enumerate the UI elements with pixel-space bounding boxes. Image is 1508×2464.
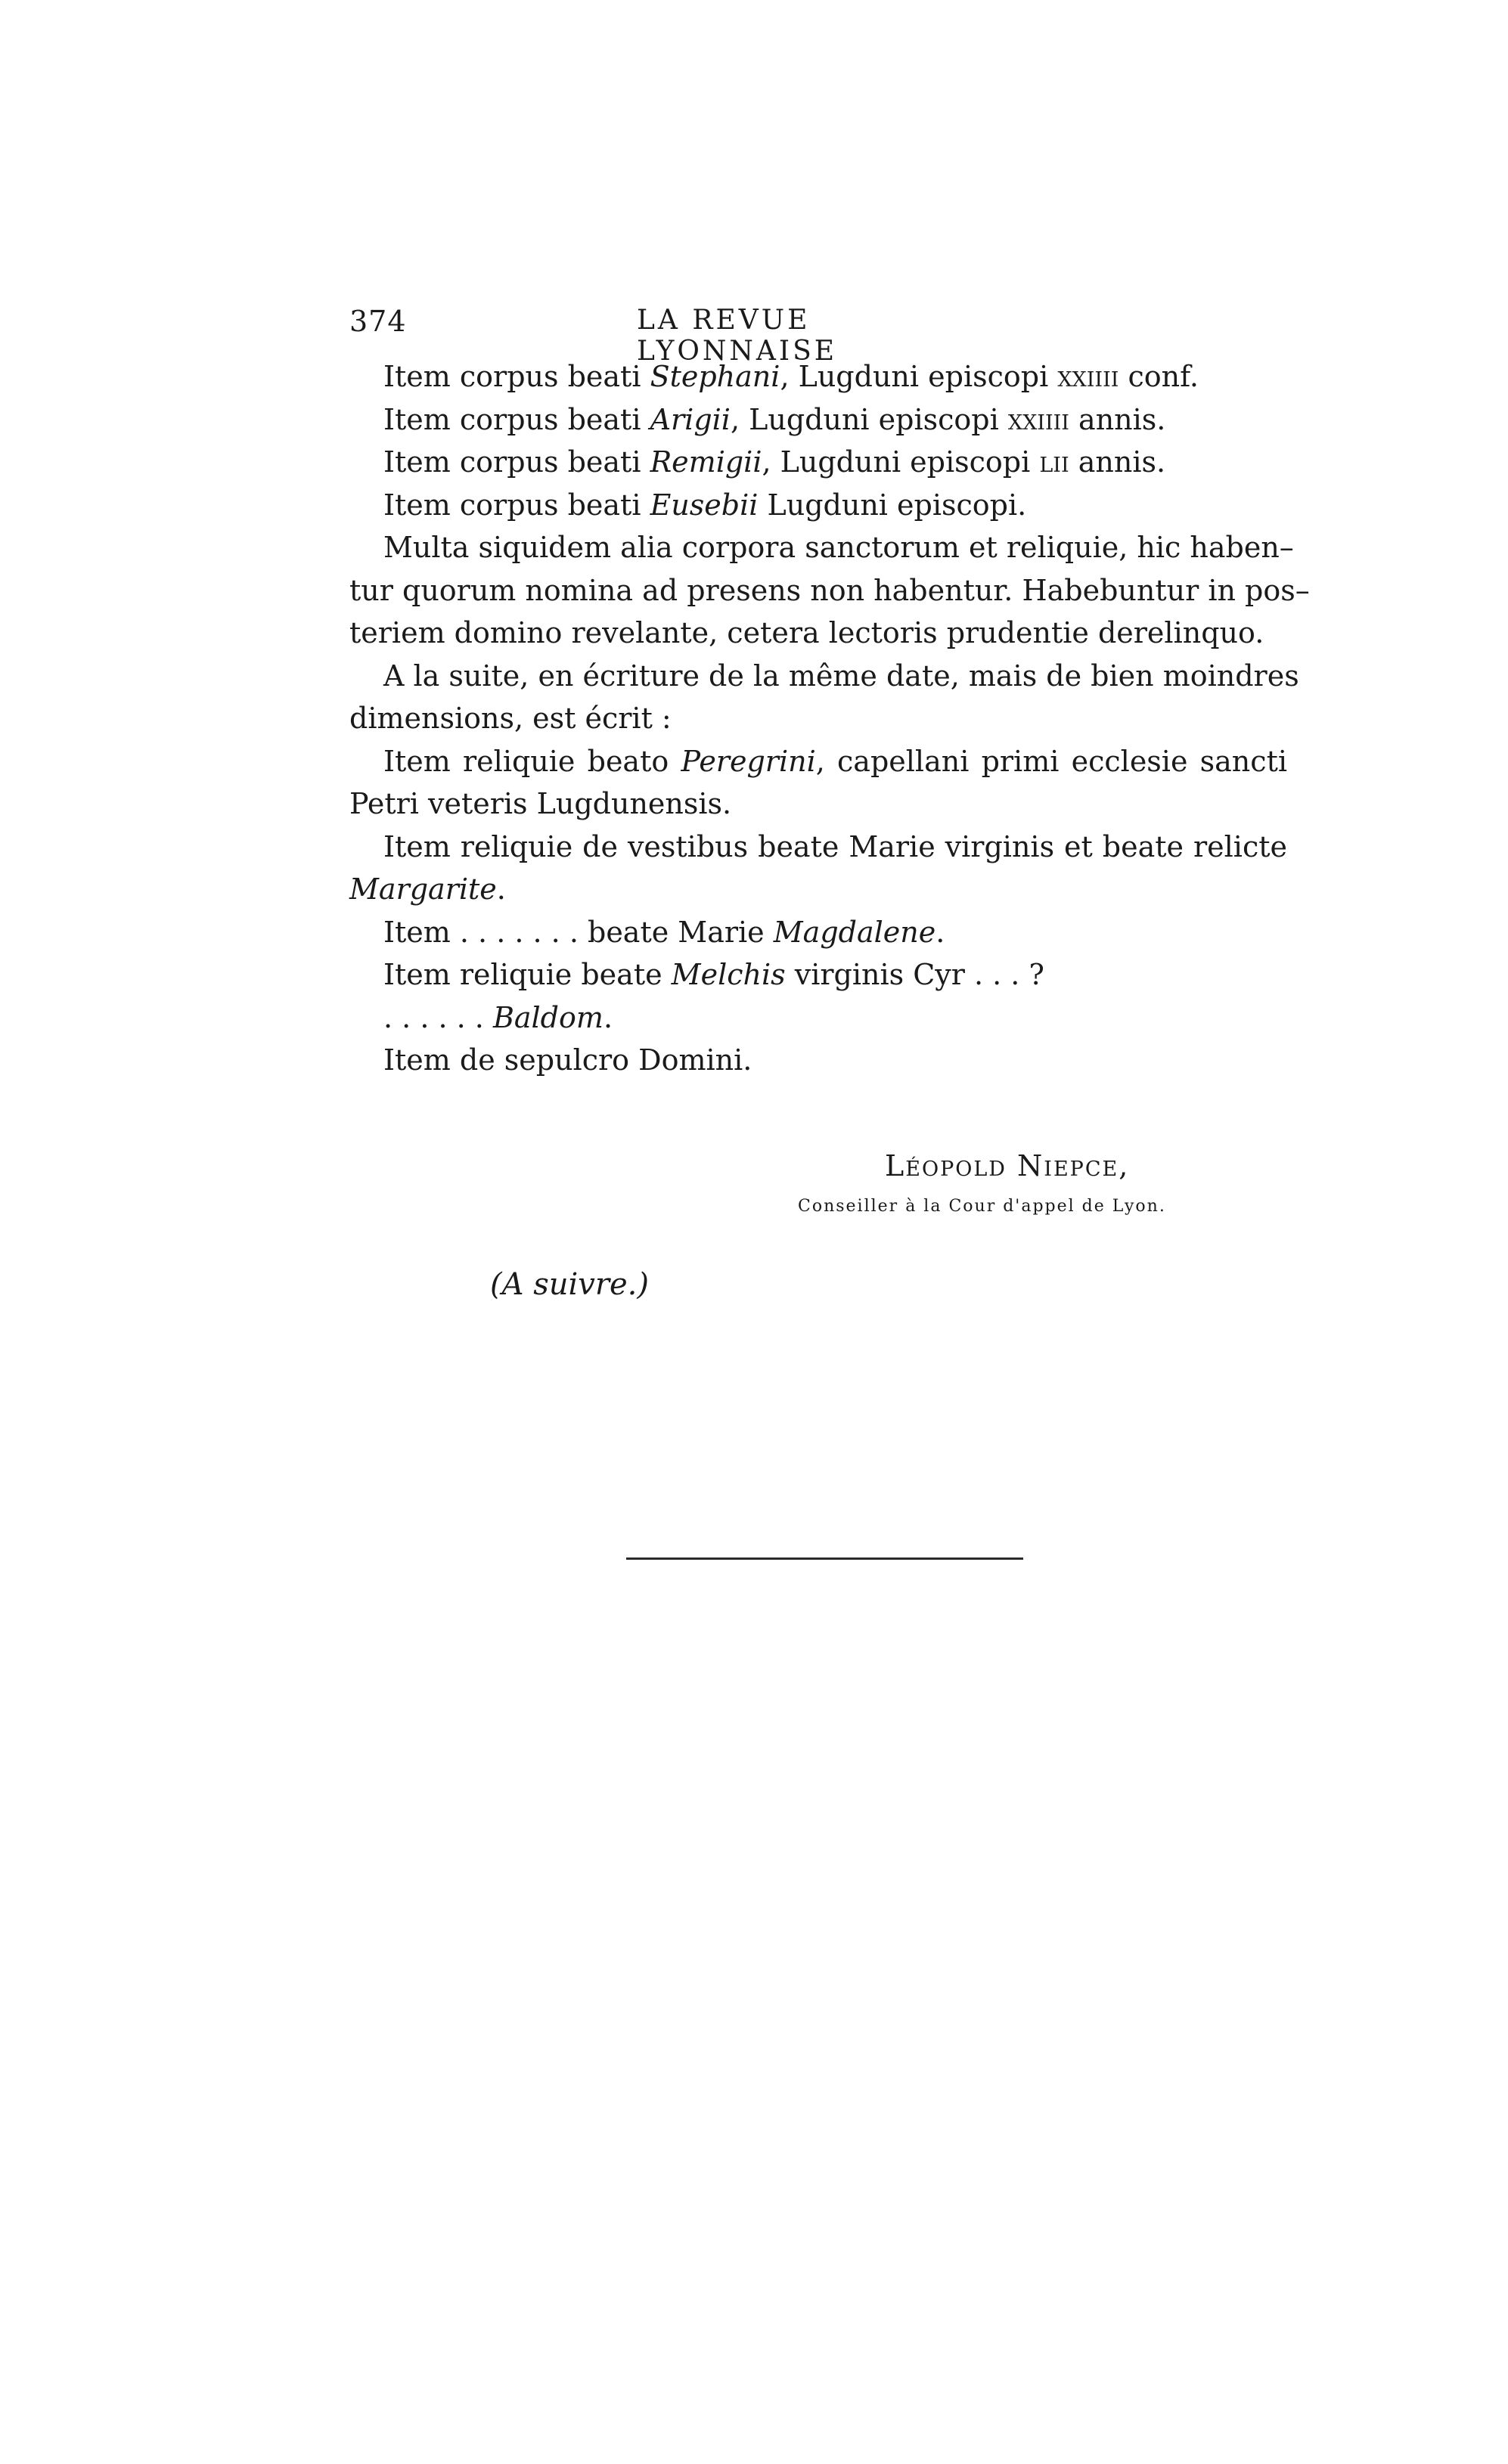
text-line: Item corpus beati Arigii, Lugduni episcopi xxiiii annis. (383, 402, 1166, 436)
text-line: Item corpus beati Remigii, Lugduni episcopi lii annis. (383, 445, 1166, 479)
text-line: . . . . . . Baldom. (383, 1000, 613, 1034)
horizontal-rule (626, 1557, 1023, 1560)
author-name: Léopold Niepce, (885, 1149, 1130, 1182)
text-line: Item corpus beati Stephani, Lugduni episcopi xxiiii conf. (383, 360, 1199, 393)
running-title: LA REVUE LYONNAISE (637, 305, 838, 367)
text-line: Item reliquie beate Melchis virginis Cyr . . . ? (383, 958, 1044, 991)
author-role: Conseiller à la Cour d'appel de Lyon. (798, 1197, 1166, 1216)
text-line: Item reliquie beato Peregrini, capellani primi ecclesie sancti (383, 744, 1287, 778)
page-number: 374 (349, 305, 407, 338)
text-line: dimensions, est écrit : (349, 702, 672, 735)
text-line: Item reliquie de vestibus beate Marie virginis et beate relicte (383, 829, 1287, 863)
text-line: Item de sepulcro Domini. (383, 1043, 752, 1077)
text-line: Petri veteris Lugdunensis. (349, 787, 732, 820)
text-line: Item . . . . . . . beate Marie Magdalene. (383, 915, 945, 949)
signature (885, 1149, 1129, 1182)
text-line: Item corpus beati Eusebii Lugduni episcopi. (383, 488, 1027, 522)
body-text (349, 355, 1310, 1082)
text-line: Margarite. (349, 872, 506, 906)
continuation-note: (A suivre.) (490, 1267, 649, 1302)
text-line: A la suite, en écriture de la même date, mais de bien moindres (383, 659, 1299, 693)
page-header (349, 305, 1011, 367)
text-line: tur quorum nomina ad presens non habentur. Habebuntur in pos– (349, 573, 1310, 607)
text-line: Multa siquidem alia corpora sanctorum et reliquie, hic haben– (383, 531, 1294, 564)
text-line: teriem domino revelante, cetera lectoris prudentie derelinquo. (349, 616, 1264, 649)
